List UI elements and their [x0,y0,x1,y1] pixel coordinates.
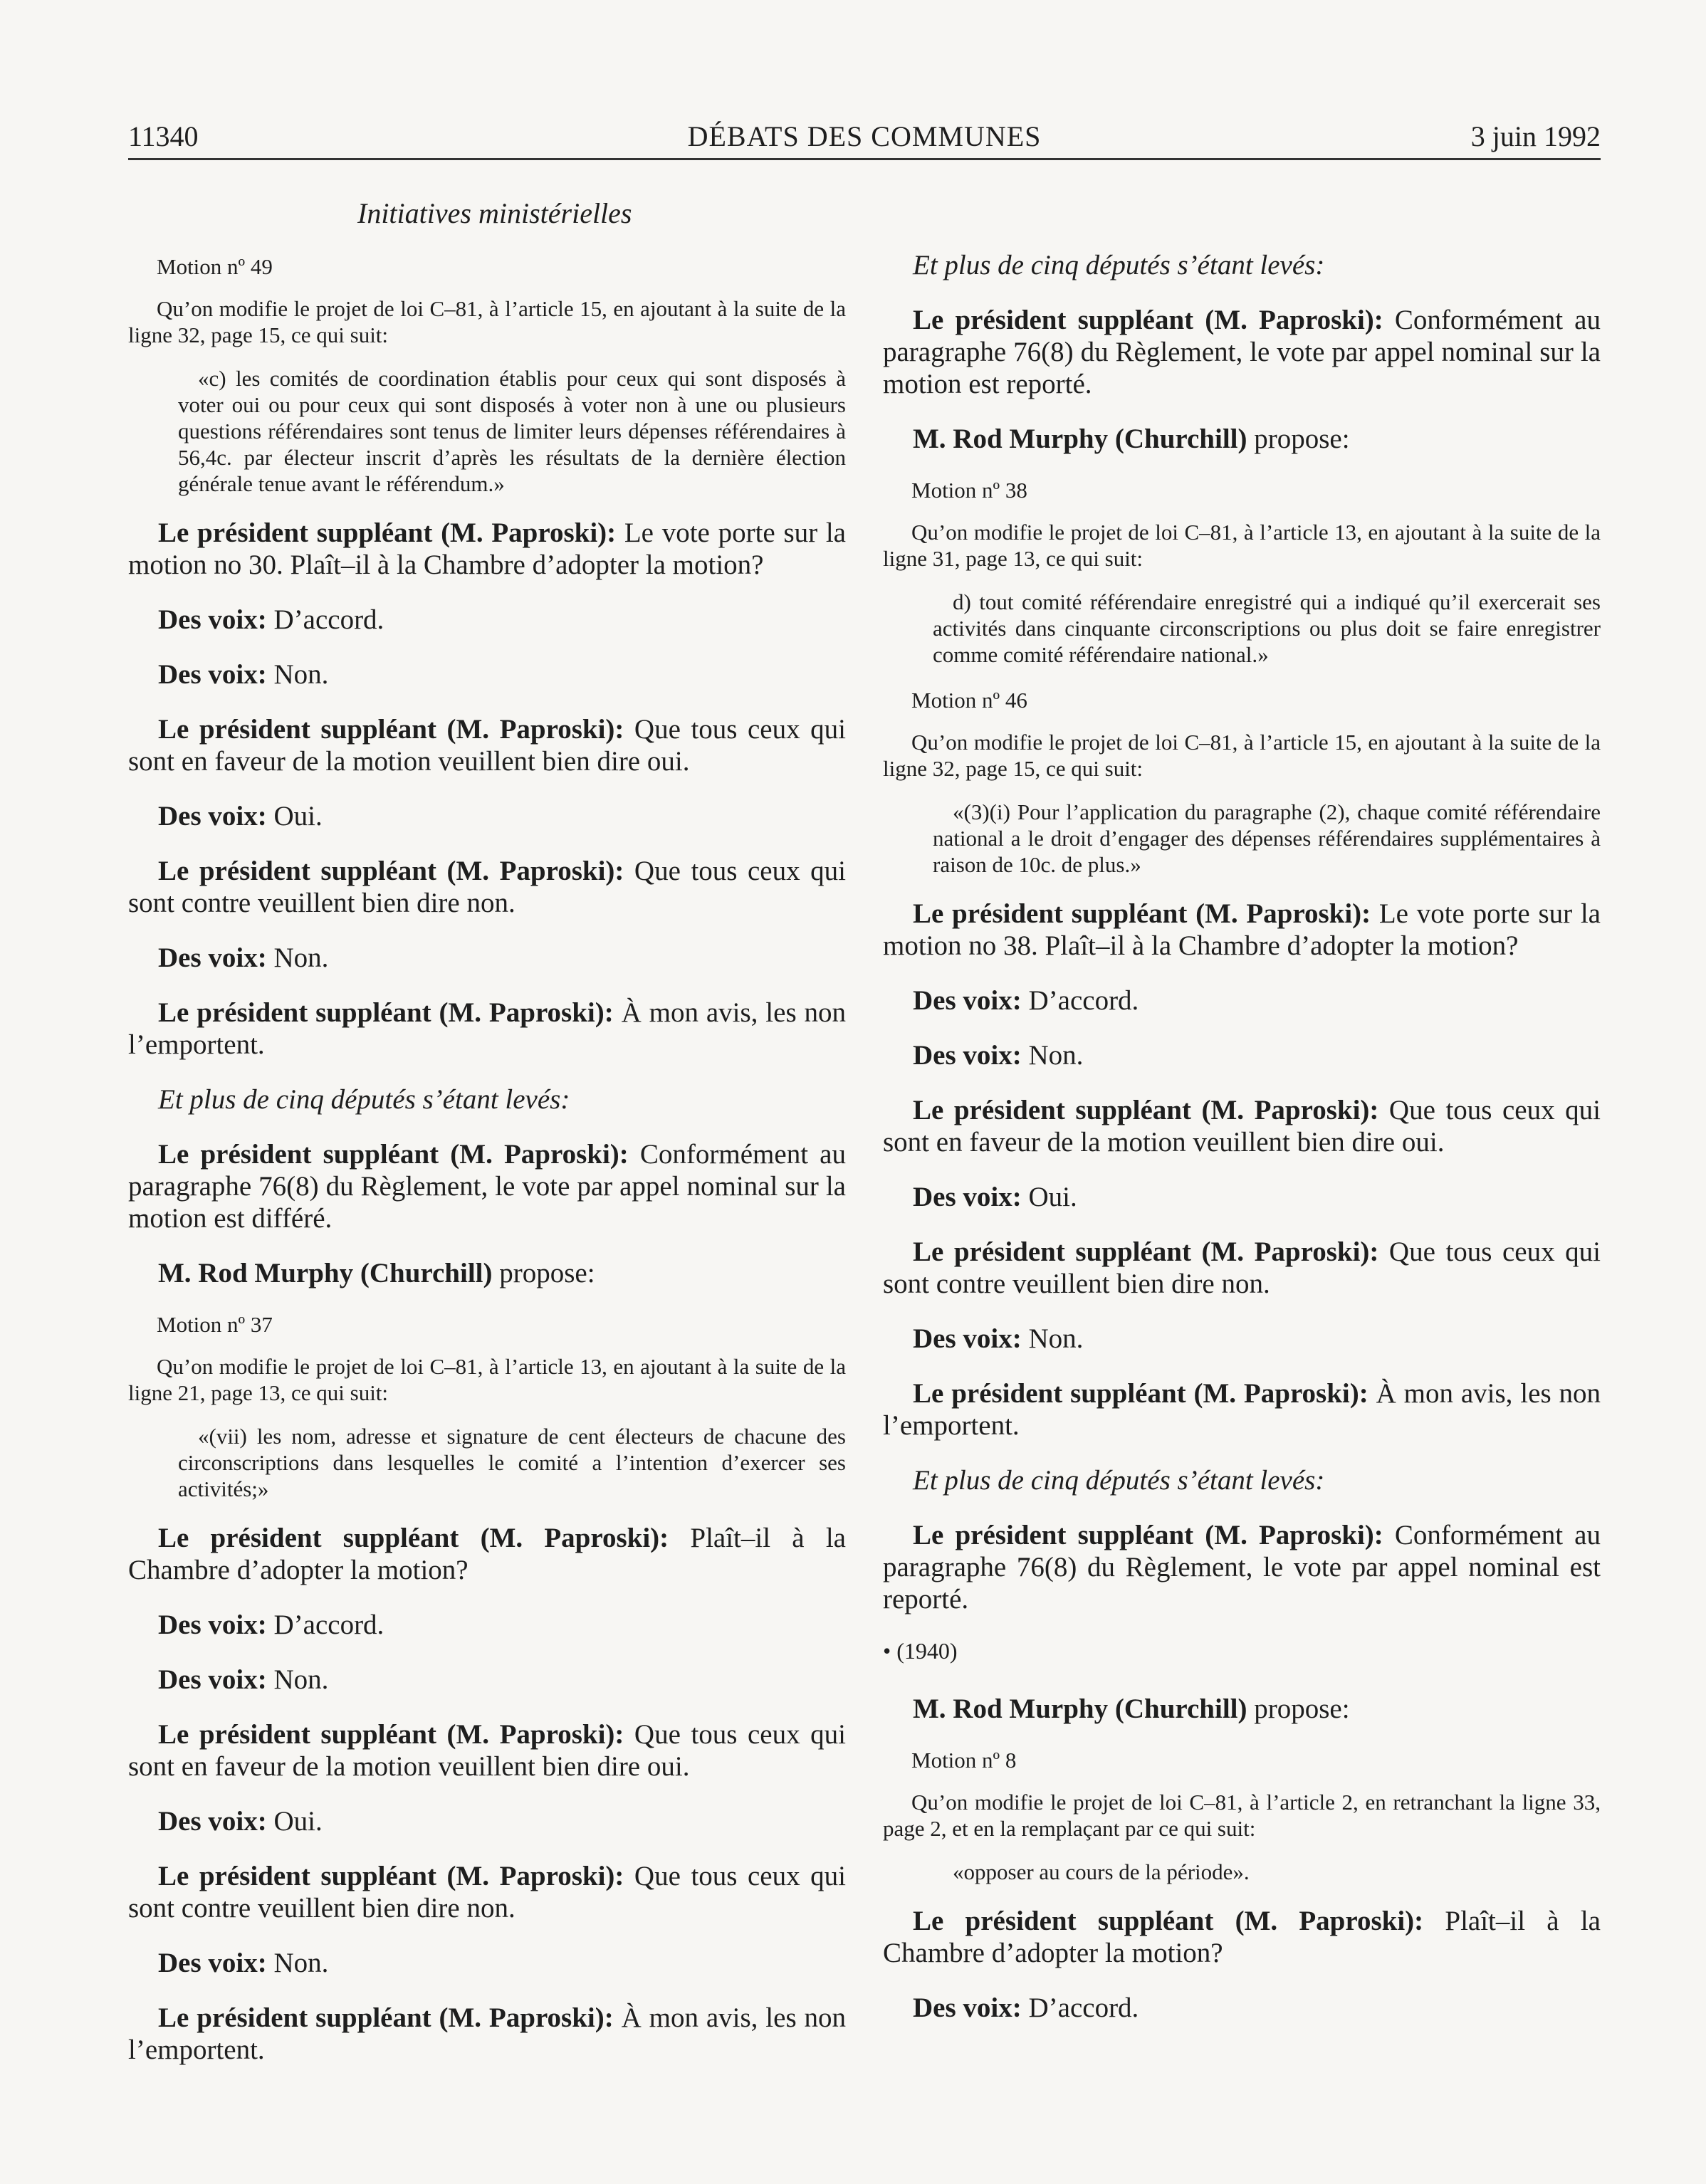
speaker: Des voix: [158,1948,267,1978]
speech [128,2002,846,2066]
speech-text: D’accord. [1021,1993,1139,2023]
speech-text: Le vote porte sur la motion no 30. Plaît–il à la Chambre d’adopter la motion? [128,518,846,580]
speech [883,1905,1601,1969]
speech [128,997,846,1061]
speaker: Des voix: [158,1806,267,1837]
stage-direction: Et plus de cinq députés s’étant levés: [158,1084,570,1115]
speaker: Le président suppléant (M. Paproski): [913,305,1383,335]
speech-text: Plaît–il à la Chambre d’adopter la motion? [883,1906,1601,1968]
speech-text: propose: [492,1258,595,1288]
speaker: Le président suppléant (M. Paproski): [913,1378,1369,1409]
speaker: Le président suppléant (M. Paproski): [158,1139,629,1170]
motion-text: Qu’on modifie le projet de loi C–81, à l’article 2, en retranchant la ligne 33, page 2, et en la remplaçant par ce qui suit: [883,1790,1601,1841]
speech-text: Plaît–il à la Chambre d’adopter la motion? [128,1523,846,1585]
speech [883,423,1601,455]
speech-text: Oui. [266,801,323,831]
motion-quote: «opposer au cours de la période». [953,1859,1250,1884]
speech-text: D’accord. [266,1610,384,1640]
speaker: Des voix: [913,1182,1022,1212]
page-header [128,120,1601,162]
motion-text: Qu’on modifie le projet de loi C–81, à l’article 13, en ajoutant à la suite de la ligne 31, page 13, ce qui suit: [883,520,1601,571]
speech-text: Non. [266,659,329,690]
speaker: Le président suppléant (M. Paproski): [158,1523,669,1553]
speech [883,1323,1601,1355]
speech [883,1236,1601,1300]
speech-text: Le vote porte sur la motion no 38. Plaît–il à la Chambre d’adopter la motion? [883,898,1601,961]
motion-quote: «(vii) les nom, adresse et signature de cent électeurs de chacune des circonscriptions dans lesquelles le comité a l’intention d’exercer ses activités;» [178,1424,846,1501]
motion-text: Qu’on modifie le projet de loi C–81, à l’article 15, en ajoutant à la suite de la ligne 32, page 15, ce qui suit: [883,730,1601,781]
speech-text: À mon avis, les non l’emportent. [128,2002,846,2065]
speaker: Des voix: [158,604,267,635]
stage-direction: Et plus de cinq députés s’étant levés: [913,1465,1325,1496]
speech [883,985,1601,1017]
speech [128,1664,846,1696]
speaker: M. Rod Murphy (Churchill) [913,1694,1247,1724]
speech-text: Conformément au paragraphe 76(8) du Règlement, le vote par appel nominal est reporté. [883,1520,1601,1615]
speech [883,898,1601,962]
speaker: Des voix: [158,943,267,973]
header-rule [128,158,1601,160]
speaker: Le président suppléant (M. Paproski): [913,1237,1379,1267]
speaker: Le président suppléant (M. Paproski): [158,856,624,886]
motion-quote: «c) les comités de coordination établis pour ceux qui sont disposés à voter oui ou pour ceux qui sont disposés à voter non à une ou plusieurs questions référendaires sont tenus de limiter leurs dépenses référendaires à 56,4c. par électeur inscrit d’après les résultats de la dernière élection générale tenue avant le référendum.» [178,366,846,496]
speaker: Le président suppléant (M. Paproski): [913,898,1371,929]
speaker: Le président suppléant (M. Paproski): [913,1520,1383,1550]
speaker: Le président suppléant (M. Paproski): [158,997,614,1028]
speech [128,658,846,691]
motion-label: Motion nº 46 [911,688,1027,713]
speech [128,1947,846,1979]
speaker: Des voix: [913,1040,1022,1071]
stage-direction: Et plus de cinq députés s’étant levés: [913,250,1325,280]
speech [128,1718,846,1783]
speech [883,1992,1601,2024]
motion-label: Motion nº 49 [157,254,273,279]
speech-text: Conformément au paragraphe 76(8) du Règlement, le vote par appel nominal sur la motion est différé. [128,1139,846,1234]
speech [883,1039,1601,1071]
speech [128,713,846,777]
speech-text: Non. [266,1948,329,1978]
speech-text: Non. [1021,1323,1084,1354]
speaker: Le président suppléant (M. Paproski): [913,1906,1424,1936]
speech-text: D’accord. [1021,985,1139,1016]
speech-text: Conformément au paragraphe 76(8) du Règlement, le vote par appel nominal sur la motion est reporté. [883,305,1601,399]
speaker: Le président suppléant (M. Paproski): [158,1719,624,1750]
motion-label: Motion nº 38 [911,478,1027,503]
motion-text: Qu’on modifie le projet de loi C–81, à l’article 15, en ajoutant à la suite de la ligne 32, page 15, ce qui suit: [128,296,846,347]
speech-text: À mon avis, les non l’emportent. [883,1378,1601,1441]
timestamp: • (1940) [883,1638,958,1664]
left-column [128,196,846,2089]
speech [128,1522,846,1586]
speech [128,855,846,919]
speaker: M. Rod Murphy (Churchill) [913,424,1247,454]
speech-text: propose: [1247,1694,1350,1724]
publication-title: DÉBATS DES COMMUNES [687,120,1042,152]
speech-text: À mon avis, les non l’emportent. [128,997,846,1060]
speaker: Des voix: [158,1664,267,1695]
motion-quote: d) tout comité référendaire enregistré qui a indiqué qu’il exercerait ses activités dans cinquante circonscriptions ou plus doit se faire enregistrer comme comité référendaire national.» [933,589,1601,667]
speaker: Des voix: [913,985,1022,1016]
speech [128,1257,846,1289]
speech-text: D’accord. [266,604,384,635]
speech [883,1377,1601,1442]
speech [128,942,846,974]
speech-text: Que tous ceux qui sont contre veuillent bien dire non. [128,1861,846,1923]
speaker: M. Rod Murphy (Churchill) [158,1258,493,1288]
speech-text: Que tous ceux qui sont contre veuillent bien dire non. [883,1237,1601,1299]
right-column [883,249,1601,2047]
speech [128,1609,846,1641]
motion-text: Qu’on modifie le projet de loi C–81, à l’article 13, en ajoutant à la suite de la ligne 21, page 13, ce qui suit: [128,1354,846,1405]
motion-quote: «(3)(i) Pour l’application du paragraphe (2), chaque comité référendaire national a le droit d’engager des dépenses référendaires supplémentaires à raison de 10c. de plus.» [933,799,1601,877]
speaker: Des voix: [913,1323,1022,1354]
speech [128,1860,846,1924]
speaker: Le président suppléant (M. Paproski): [158,2002,614,2033]
publication-date: 3 juin 1992 [1470,120,1601,152]
speaker: Le président suppléant (M. Paproski): [913,1095,1379,1125]
motion-label: Motion nº 8 [911,1748,1017,1773]
speaker: Des voix: [158,659,267,690]
speech [883,1094,1601,1158]
speech-text: Non. [266,943,329,973]
speech-text: Oui. [1021,1182,1077,1212]
speech [883,1181,1601,1213]
speaker: Des voix: [158,1610,267,1640]
speech [128,517,846,581]
speech [883,1693,1601,1725]
speech-text: Que tous ceux qui sont en faveur de la motion veuillent bien dire oui. [883,1095,1601,1157]
speaker: Le président suppléant (M. Paproski): [158,1861,624,1891]
speech-text: Oui. [266,1806,323,1837]
speaker: Des voix: [158,801,267,831]
speaker: Des voix: [913,1993,1022,2023]
motion-label: Motion nº 37 [157,1312,273,1337]
speech [883,1519,1601,1615]
speech-text: Que tous ceux qui sont en faveur de la motion veuillent bien dire oui. [128,1719,846,1782]
speaker: Le président suppléant (M. Paproski): [158,714,624,745]
speech-text: Non. [266,1664,329,1695]
speech [883,304,1601,400]
speech [128,1805,846,1837]
speech-text: Que tous ceux qui sont contre veuillent bien dire non. [128,856,846,918]
speaker: Le président suppléant (M. Paproski): [158,518,617,548]
speech-text: Non. [1021,1040,1084,1071]
speech-text: propose: [1247,424,1350,454]
speech-text: Que tous ceux qui sont en faveur de la motion veuillent bien dire oui. [128,714,846,777]
speech [128,1138,846,1234]
section-heading: Initiatives ministérielles [357,197,632,229]
speech [128,604,846,636]
speech [128,800,846,832]
page-number: 11340 [128,120,199,152]
